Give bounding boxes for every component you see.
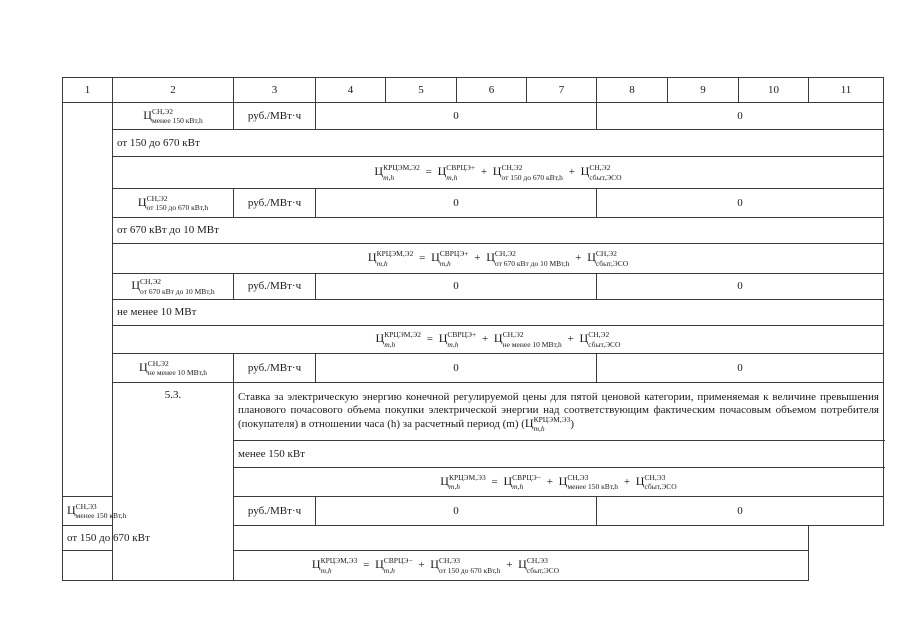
unit-cell: руб./МВт·ч bbox=[234, 189, 316, 218]
unit-cell: руб./МВт·ч bbox=[234, 354, 316, 383]
formula: Ц КРЦЭМ,Э3 m,h = Ц СВРЦЭ− m,h + Ц СН,Э3 от 150 до 670 кВт,h + Ц СН,Э3 сбыт,ЭСО bbox=[311, 556, 560, 575]
rate-symbol-cell bbox=[113, 189, 234, 218]
table-row bbox=[63, 218, 884, 244]
column-number-10: 10 bbox=[739, 78, 809, 103]
rate-symbol: Ц СН,Э2 не менее 10 МВт,h bbox=[139, 358, 207, 377]
value-cell: 0 bbox=[316, 497, 597, 526]
capacity-range-label: не менее 10 МВт bbox=[113, 300, 884, 326]
value-cell: 0 bbox=[597, 497, 884, 526]
formula-row bbox=[63, 551, 884, 581]
section-row bbox=[63, 383, 884, 441]
formula-cell bbox=[113, 244, 884, 274]
formula-row bbox=[63, 326, 884, 354]
column-number-2: 2 bbox=[113, 78, 234, 103]
column-number-1: 1 bbox=[63, 78, 113, 103]
formula: Ц КРЦЭМ,Э3 m,h = Ц СВРЦЭ− m,h + Ц СН,Э3 менее 150 кВт,h + Ц СН,Э3 сбыт,ЭСО bbox=[440, 472, 677, 491]
table-row bbox=[63, 103, 884, 130]
column-number-11: 11 bbox=[809, 78, 884, 103]
value-cell: 0 bbox=[316, 103, 597, 130]
rate-symbol: Ц СН,Э3 менее 150 кВт,h bbox=[67, 501, 127, 520]
capacity-range-label: от 670 кВт до 10 МВт bbox=[113, 218, 884, 244]
formula-cell bbox=[63, 551, 809, 581]
rate-symbol-cell bbox=[113, 354, 234, 383]
rate-symbol-cell bbox=[63, 497, 127, 526]
rate-symbol: Ц СН,Э2 от 150 до 670 кВт,h bbox=[137, 193, 209, 212]
value-cell: 0 bbox=[597, 274, 884, 300]
column-number-9: 9 bbox=[668, 78, 739, 103]
column-number-8: 8 bbox=[597, 78, 668, 103]
rate-symbol: Ц СН,Э2 от 670 кВт до 10 МВт,h bbox=[131, 277, 215, 296]
value-cell: 0 bbox=[316, 274, 597, 300]
formula: Ц КРЦЭМ,Э2 m,h = Ц СВРЦЭ+ m,h + Ц СН,Э2 не менее 10 МВт,h + Ц СН,Э2 сбыт,ЭСО bbox=[375, 330, 621, 349]
section-number: 5.3. bbox=[113, 383, 234, 581]
capacity-range-label: от 150 до 670 кВт bbox=[63, 526, 809, 551]
unit-cell: руб./МВт·ч bbox=[234, 497, 316, 526]
value-cell: 0 bbox=[597, 103, 884, 130]
rate-symbol: Ц СН,Э2 менее 150 кВт,h bbox=[143, 106, 203, 125]
formula-row bbox=[63, 157, 884, 189]
capacity-range-label: от 150 до 670 кВт bbox=[113, 130, 884, 157]
column-number-5: 5 bbox=[386, 78, 457, 103]
tariff-table bbox=[62, 77, 884, 581]
capacity-range-label: менее 150 кВт bbox=[234, 441, 884, 468]
column-number-3: 3 bbox=[234, 78, 316, 103]
formula-cell bbox=[113, 157, 884, 189]
formula: Ц КРЦЭМ,Э2 m,h = Ц СВРЦЭ+ m,h + Ц СН,Э2 от 150 до 670 кВт,h + Ц СН,Э2 сбыт,ЭСО bbox=[374, 163, 622, 182]
formula: Ц КРЦЭМ,Э2 m,h = Ц СВРЦЭ+ m,h + Ц СН,Э2 от 670 кВт до 10 МВт,h + Ц СН,Э2 сбыт,ЭСО bbox=[367, 249, 629, 268]
formula-row bbox=[63, 244, 884, 274]
unit-cell: руб./МВт·ч bbox=[234, 274, 316, 300]
section-description: Ставка за электрическую энергию конечной регулируемой цены для пятой ценовой категории, применяемая к величине превышения планового почасового объема покупки электрической энергии над соответствующим фактическим почасовым объемом потребителя (покупателя) в отношении часа (h) за расчетный период (m) (Ц КРЦЭМ,Э3 m,h ) bbox=[234, 383, 884, 441]
table-row bbox=[63, 189, 884, 218]
column-number-4: 4 bbox=[316, 78, 386, 103]
table-row bbox=[63, 354, 884, 383]
column-number-6: 6 bbox=[457, 78, 527, 103]
rate-symbol-cell bbox=[113, 103, 234, 130]
column-header-row bbox=[63, 78, 884, 103]
table-row bbox=[63, 274, 884, 300]
column-number-7: 7 bbox=[527, 78, 597, 103]
formula-cell bbox=[113, 326, 884, 354]
rate-symbol-cell bbox=[113, 274, 234, 300]
value-cell: 0 bbox=[316, 189, 597, 218]
table-row bbox=[63, 130, 884, 157]
table-row bbox=[63, 300, 884, 326]
unit-cell: руб./МВт·ч bbox=[234, 103, 316, 130]
section-number-cell-empty bbox=[63, 103, 113, 497]
formula-cell bbox=[234, 468, 884, 497]
value-cell: 0 bbox=[597, 189, 884, 218]
value-cell: 0 bbox=[316, 354, 597, 383]
table-row bbox=[63, 526, 884, 551]
value-cell: 0 bbox=[597, 354, 884, 383]
